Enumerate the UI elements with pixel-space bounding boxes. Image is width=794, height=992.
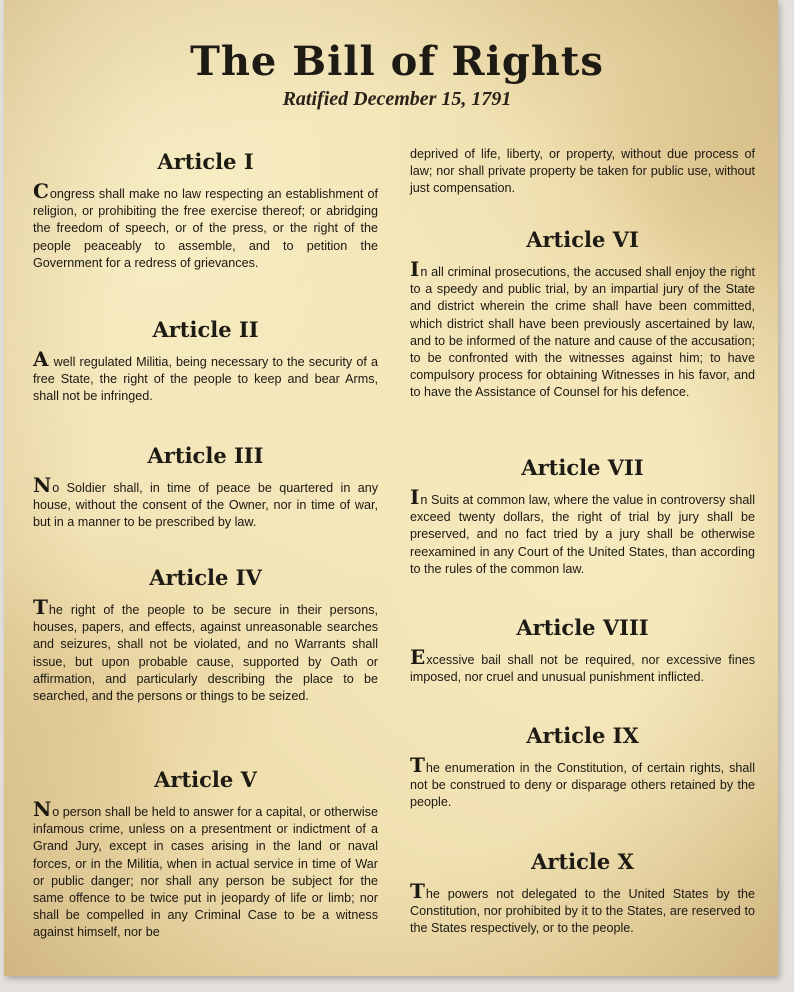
article-5: [33, 766, 378, 942]
article-heading: Article VI: [526, 227, 639, 252]
article-body-text: he powers not delegated to the United States by the Constitution, nor prohibited by it to the States, are reserved to the States respectively, or to the people.: [410, 887, 755, 936]
article-body: [410, 879, 755, 938]
drop-cap: T: [410, 879, 425, 903]
article-7: [410, 454, 755, 614]
article-heading: Article I: [157, 149, 254, 174]
drop-cap: I: [410, 257, 420, 281]
article-body-text: deprived of life, liberty, or property, without due process of law; nor shall private property be taken for public use, without just compensation.: [410, 147, 755, 196]
article-body-text: o person shall be held to answer for a capital, or otherwise infamous crime, unless on a presentment or indictment of a Grand Jury, except in cases arising in the land or naval forces, or in the Militia, when in actual service in time of War or public danger; nor shall any person be subject for the same offence to be twice put in jeopardy of life or limb; nor shall be compelled in any Criminal Case to be a witness against himself, nor be: [33, 805, 378, 940]
drop-cap: N: [33, 473, 52, 497]
article-heading: Article VIII: [516, 615, 649, 640]
drop-cap: T: [33, 595, 48, 619]
drop-cap: A: [33, 347, 49, 371]
article-heading: Article X: [531, 849, 634, 874]
article-heading: Article III: [147, 443, 264, 468]
article-4: [33, 564, 378, 766]
article-body-text: n all criminal prosecutions, the accused shall enjoy the right to a speedy and public trial, by an impartial jury of the State and district wherein the crime shall have been committed, which district shall have been previously ascertained by law, and to be informed of the nature and cause of the accusation; to be confronted with the witnesses against him; to have compulsory process for obtaining Witnesses in his favor, and to have the Assistance of Counsel for his defence.: [410, 265, 755, 400]
drop-cap: N: [33, 797, 52, 821]
article-body-text: ongress shall make no law respecting an establishment of religion, or prohibiting the free exercise thereof; or abridging the freedom of speech, or of the press, or the right of the people peaceably to assemble, and to petition the Government for a redress of grievances.: [33, 187, 378, 270]
article-5-continued: [410, 146, 755, 226]
article-6: [410, 226, 755, 454]
drop-cap: C: [33, 179, 49, 203]
article-body-text: xcessive bail shall not be required, nor excessive fines imposed, nor cruel and unusual punishment inflicted.: [410, 653, 755, 685]
article-body-text: n Suits at common law, where the value in controversy shall exceed twenty dollars, the right of trial by jury shall be preserved, and no fact tried by a jury shall be otherwise reexamined in any Court of the United States, than according to the rules of the common law.: [410, 493, 755, 576]
article-body: [33, 473, 378, 532]
article-2: [33, 316, 378, 442]
article-10: [410, 848, 755, 938]
article-heading: Article VII: [521, 455, 644, 480]
article-9: [410, 722, 755, 848]
article-heading: Article V: [154, 767, 257, 792]
article-body: [410, 257, 755, 402]
article-8: [410, 614, 755, 722]
article-3: [33, 442, 378, 564]
document-title: The Bill of Rights: [190, 38, 604, 85]
left-column: [33, 148, 378, 942]
article-heading: Article II: [152, 317, 259, 342]
article-body-text: he enumeration in the Constitution, of certain rights, shall not be construed to deny or disparage others retained by the people.: [410, 761, 755, 810]
article-body: [410, 753, 755, 812]
article-body: [33, 347, 378, 406]
article-1: [33, 148, 378, 316]
article-body: [33, 595, 378, 705]
article-body: [410, 645, 755, 686]
drop-cap: E: [410, 645, 426, 669]
article-body: [410, 485, 755, 578]
article-body-text: o Soldier shall, in time of peace be quartered in any house, without the consent of the Owner, nor in time of war, but in a manner to be prescribed by law.: [33, 481, 378, 530]
drop-cap: I: [410, 485, 420, 509]
article-body: [33, 179, 378, 272]
right-column: [410, 146, 755, 938]
article-body-text: well regulated Militia, being necessary to the security of a free State, the right of the people to keep and bear Arms, shall not be infringed.: [33, 355, 378, 404]
drop-cap: T: [410, 753, 425, 777]
article-body-text: he right of the people to be secure in their persons, houses, papers, and effects, against unreasonable searches and seizures, shall not be violated, and no Warrants shall issue, but upon probable cause, supported by Oath or affirmation, and particularly describing the place to be searched, and the persons or things to be seized.: [33, 603, 378, 704]
article-body: [33, 797, 378, 942]
article-heading: Article IX: [526, 723, 639, 748]
document-subtitle: Ratified December 15, 1791: [282, 88, 512, 110]
article-heading: Article IV: [149, 565, 262, 590]
